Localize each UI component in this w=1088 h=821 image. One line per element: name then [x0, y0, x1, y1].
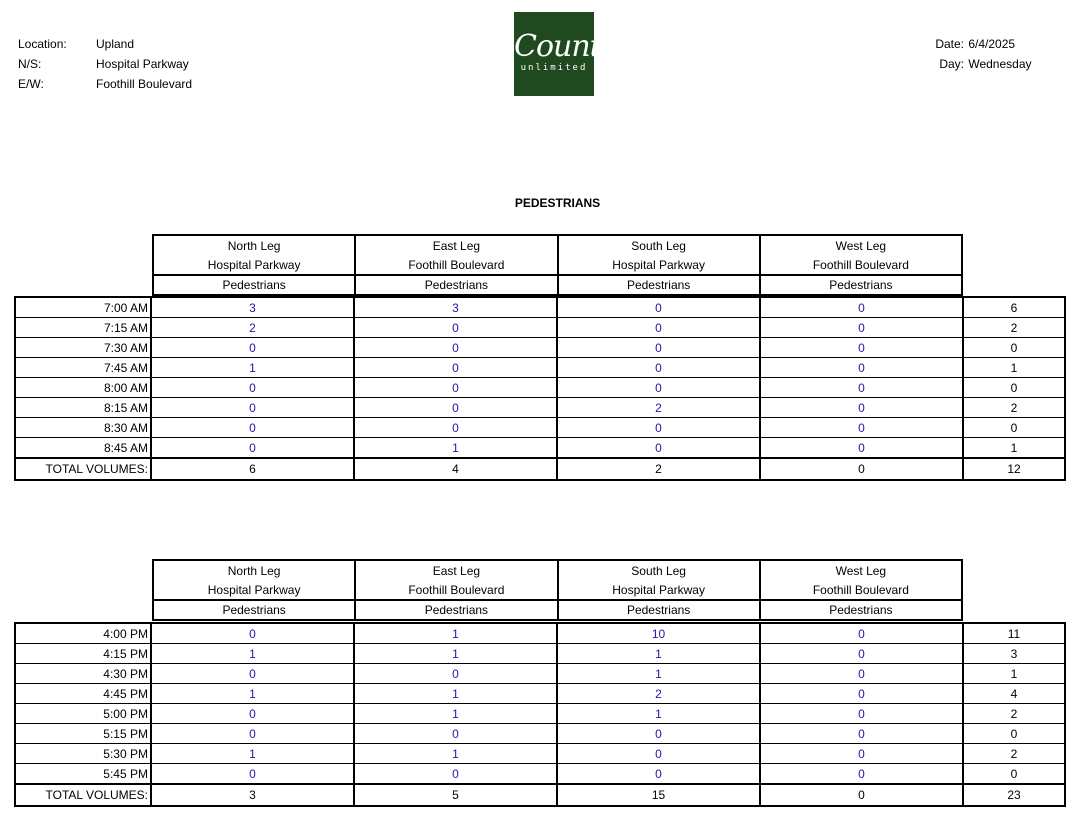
value-cell: 0: [761, 764, 964, 783]
location-value: Upland: [96, 37, 135, 51]
leg-name: North Leg: [227, 564, 281, 578]
table-row: [16, 298, 1064, 318]
leg-street: Foothill Boulevard: [812, 258, 909, 272]
leg-total-cell: 2: [558, 459, 761, 479]
leg-total-cell: 3: [152, 785, 355, 805]
value-cell: 0: [152, 398, 355, 417]
time-cell: 5:15 PM: [16, 724, 152, 743]
leg-total-cell: 5: [355, 785, 558, 805]
value-cell: 0: [761, 378, 964, 397]
leg-street: Foothill Boulevard: [408, 583, 505, 597]
table-row: [16, 704, 1064, 724]
leg-type: Pedestrians: [626, 278, 691, 292]
leg-street: Foothill Boulevard: [812, 583, 909, 597]
leg-type: Pedestrians: [424, 278, 489, 292]
am-leg-south: [559, 236, 761, 294]
value-cell: 1: [355, 644, 558, 663]
ns-value: Hospital Parkway: [96, 57, 189, 71]
row-total-cell: 0: [1010, 727, 1018, 741]
value-cell: 0: [761, 338, 964, 357]
ns-label: N/S:: [18, 57, 42, 71]
value-cell: 0: [558, 338, 761, 357]
row-total-cell: 0: [1010, 421, 1018, 435]
pm-leg-east: [356, 561, 558, 619]
value-cell: 10: [558, 624, 761, 643]
leg-street: Hospital Parkway: [207, 583, 301, 597]
value-cell: 0: [761, 358, 964, 377]
value-cell: 0: [355, 764, 558, 783]
row-total-cell: 1: [1010, 441, 1018, 455]
table-row: [16, 684, 1064, 704]
value-cell: 1: [152, 684, 355, 703]
time-cell: 5:00 PM: [16, 704, 152, 723]
table-row: [16, 418, 1064, 438]
value-cell: 0: [761, 398, 964, 417]
row-total-cell: 2: [1010, 747, 1018, 761]
table-row: [16, 624, 1064, 644]
value-cell: 0: [152, 764, 355, 783]
row-total-cell: 0: [1010, 341, 1018, 355]
leg-name: North Leg: [227, 239, 281, 253]
value-cell: 0: [761, 684, 964, 703]
time-cell: 7:30 AM: [16, 338, 152, 357]
value-cell: 0: [558, 318, 761, 337]
pm-leg-west: [761, 561, 961, 619]
value-cell: 1: [152, 358, 355, 377]
leg-type: Pedestrians: [829, 603, 893, 617]
row-total-cell: 11: [1007, 627, 1021, 641]
value-cell: 1: [152, 644, 355, 663]
leg-total-cell: 4: [355, 459, 558, 479]
value-cell: 1: [558, 664, 761, 683]
value-cell: 0: [761, 624, 964, 643]
row-total-cell: 1: [1010, 667, 1018, 681]
leg-street: Hospital Parkway: [612, 583, 705, 597]
leg-type: Pedestrians: [222, 278, 286, 292]
leg-name: West Leg: [835, 239, 887, 253]
ew-value: Foothill Boulevard: [96, 77, 193, 91]
leg-name: South Leg: [631, 239, 686, 253]
leg-name: East Leg: [432, 239, 481, 253]
table-row: [16, 318, 1064, 338]
date-value: 6/4/2025: [968, 37, 1016, 51]
logo-subtitle: unlimited: [520, 63, 588, 73]
time-cell: 7:15 AM: [16, 318, 152, 337]
time-cell: 8:45 AM: [16, 438, 152, 457]
row-total-cell: 2: [1010, 401, 1018, 415]
table-row: [16, 644, 1064, 664]
value-cell: 0: [152, 418, 355, 437]
pm-legs-header: [152, 559, 963, 621]
am-leg-north: [154, 236, 356, 294]
value-cell: 1: [558, 704, 761, 723]
pm-leg-south: [559, 561, 761, 619]
grand-total-cell: 23: [1007, 788, 1021, 802]
table-row: [16, 338, 1064, 358]
table-row: [16, 378, 1064, 398]
leg-total-cell: 0: [761, 785, 964, 805]
time-cell: 4:15 PM: [16, 644, 152, 663]
value-cell: 2: [152, 318, 355, 337]
value-cell: 1: [558, 644, 761, 663]
row-total-cell: 0: [1010, 767, 1018, 781]
table-row: [16, 438, 1064, 458]
day-value: Wednesday: [968, 57, 1032, 71]
value-cell: 1: [355, 624, 558, 643]
table-row: [16, 398, 1064, 418]
value-cell: 0: [761, 664, 964, 683]
value-cell: 0: [558, 724, 761, 743]
table-row: [16, 744, 1064, 764]
value-cell: 0: [355, 418, 558, 437]
table-row: [16, 664, 1064, 684]
value-cell: 0: [761, 644, 964, 663]
value-cell: 0: [152, 724, 355, 743]
time-cell: 4:30 PM: [16, 664, 152, 683]
value-cell: 3: [152, 298, 355, 317]
time-cell: 8:15 AM: [16, 398, 152, 417]
time-cell: 7:00 AM: [16, 298, 152, 317]
value-cell: 1: [355, 438, 558, 457]
location-info: [18, 34, 192, 94]
am-legs-header: [152, 234, 963, 296]
row-total-cell: 1: [1010, 361, 1018, 375]
day-label: Day:: [939, 57, 964, 71]
totals-row: [16, 784, 1064, 805]
value-cell: 0: [152, 704, 355, 723]
row-total-cell: 6: [1010, 301, 1018, 315]
logo-script: Counts: [514, 29, 616, 64]
company-logo: [514, 12, 616, 96]
time-cell: 5:45 PM: [16, 764, 152, 783]
location-label: Location:: [18, 37, 67, 51]
leg-name: West Leg: [835, 564, 887, 578]
value-cell: 2: [558, 398, 761, 417]
am-data-table: [14, 296, 1066, 481]
leg-total-cell: 15: [558, 785, 761, 805]
row-total-cell: 2: [1010, 707, 1018, 721]
value-cell: 0: [152, 438, 355, 457]
table-row: [16, 724, 1064, 744]
value-cell: 1: [152, 744, 355, 763]
value-cell: 0: [761, 438, 964, 457]
ew-label: E/W:: [18, 77, 44, 91]
value-cell: 2: [558, 684, 761, 703]
leg-total-cell: 0: [761, 459, 964, 479]
value-cell: 1: [355, 744, 558, 763]
value-cell: 0: [152, 338, 355, 357]
totals-row: [16, 458, 1064, 479]
total-label: TOTAL VOLUMES:: [16, 459, 152, 479]
value-cell: 0: [355, 318, 558, 337]
leg-street: Hospital Parkway: [612, 258, 705, 272]
value-cell: 0: [355, 398, 558, 417]
time-cell: 8:00 AM: [16, 378, 152, 397]
time-cell: 5:30 PM: [16, 744, 152, 763]
value-cell: 0: [558, 418, 761, 437]
leg-name: South Leg: [631, 564, 686, 578]
value-cell: 0: [761, 704, 964, 723]
value-cell: 0: [558, 764, 761, 783]
leg-street: Hospital Parkway: [207, 258, 301, 272]
value-cell: 3: [355, 298, 558, 317]
row-total-cell: 0: [1010, 381, 1018, 395]
time-cell: 8:30 AM: [16, 418, 152, 437]
value-cell: 0: [761, 318, 964, 337]
value-cell: 0: [761, 298, 964, 317]
value-cell: 0: [761, 744, 964, 763]
value-cell: 0: [761, 724, 964, 743]
value-cell: 0: [152, 624, 355, 643]
leg-type: Pedestrians: [626, 603, 691, 617]
value-cell: 0: [558, 744, 761, 763]
date-label: Date:: [935, 37, 964, 51]
value-cell: 0: [355, 378, 558, 397]
value-cell: 0: [558, 438, 761, 457]
leg-street: Foothill Boulevard: [408, 258, 505, 272]
section-title: PEDESTRIANS: [514, 196, 601, 210]
leg-type: Pedestrians: [829, 278, 893, 292]
value-cell: 0: [355, 338, 558, 357]
value-cell: 1: [355, 684, 558, 703]
time-cell: 7:45 AM: [16, 358, 152, 377]
time-cell: 4:45 PM: [16, 684, 152, 703]
row-total-cell: 2: [1010, 321, 1018, 335]
row-total-cell: 4: [1010, 687, 1018, 701]
am-leg-west: [761, 236, 961, 294]
value-cell: 0: [355, 664, 558, 683]
row-total-cell: 3: [1010, 647, 1018, 661]
date-info: [928, 34, 1032, 74]
leg-type: Pedestrians: [424, 603, 489, 617]
value-cell: 0: [152, 378, 355, 397]
value-cell: 0: [355, 358, 558, 377]
time-cell: 4:00 PM: [16, 624, 152, 643]
value-cell: 0: [152, 664, 355, 683]
value-cell: 0: [761, 418, 964, 437]
value-cell: 0: [355, 724, 558, 743]
table-row: [16, 358, 1064, 378]
total-label: TOTAL VOLUMES:: [16, 785, 152, 805]
pm-leg-north: [154, 561, 356, 619]
pm-data-table: [14, 622, 1066, 807]
value-cell: 1: [355, 704, 558, 723]
value-cell: 0: [558, 378, 761, 397]
value-cell: 0: [558, 298, 761, 317]
grand-total-cell: 12: [1007, 462, 1021, 476]
am-leg-east: [356, 236, 558, 294]
value-cell: 0: [558, 358, 761, 377]
leg-total-cell: 6: [152, 459, 355, 479]
leg-type: Pedestrians: [222, 603, 286, 617]
table-row: [16, 764, 1064, 784]
leg-name: East Leg: [432, 564, 481, 578]
